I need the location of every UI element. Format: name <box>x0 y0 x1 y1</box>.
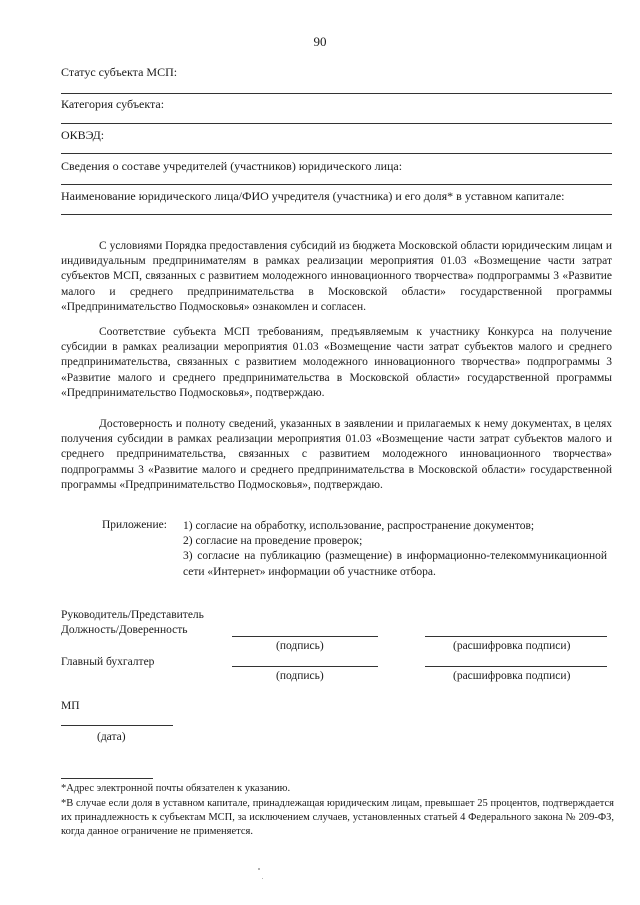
head-signature-line[interactable] <box>232 636 378 637</box>
paragraph-accuracy: Достоверность и полноту сведений, указанных в заявлении и прилагаемых к нему документах, в целях получения субсидии в рамках реализации мероприятия 01.03 «Возмещение части затрат субъектов малого и среднего предпринимательства, связанных с развитием молодежного инновационного творчества» подпрограммы 3 «Развитие малого и среднего предпринимательства в Московской области» государственной программы «Предпринимательство Подмосковья», подтверждаю. <box>61 418 612 491</box>
position-label: Должность/Доверенность <box>61 624 188 636</box>
accountant-signature-caption: (подпись) <box>276 670 324 682</box>
field-founders: Сведения о составе учредителей (участников) юридического лица: <box>61 159 403 173</box>
page-number: 90 <box>313 34 327 49</box>
field-founder-share: Наименование юридического лица/ФИО учредителя (участника) и его доля* в уставном капитале: <box>61 189 565 203</box>
footnote-separator <box>61 778 153 779</box>
accountant-signature-line[interactable] <box>232 666 378 667</box>
date-line[interactable] <box>61 725 173 726</box>
field-founders-line[interactable] <box>61 184 612 185</box>
accountant-label: Главный бухгалтер <box>61 656 155 668</box>
field-category-line[interactable] <box>61 123 612 124</box>
accountant-decode-line[interactable] <box>425 666 607 667</box>
field-founder-share-line[interactable] <box>61 214 612 215</box>
scan-speck <box>258 868 260 870</box>
head-decode-caption: (расшифровка подписи) <box>453 640 571 652</box>
paragraph-terms-acknowledgement: С условиями Порядка предоставления субсидий из бюджета Московской области юридическим лицам и индивидуальным предпринимателям в рамках реализации мероприятия 01.03 «Возмещение части затрат субъектов МСП, связанных с развитием молодежного инновационного творчества» подпрограммы 3 «Развитие малого и среднего предпринимательства в Московской области» государственной программы «Предпринимательство Подмосковья» ознакомлен и согласен. <box>61 240 612 313</box>
attachments-label: Приложение: <box>102 519 167 531</box>
attachment-item: 2) согласие на проведение проверок; <box>183 535 363 548</box>
attachment-item: 3) согласие на публикацию (размещение) в информационно-телекоммуникационной сети «Интернет» информации об участнике отбора. <box>183 550 607 578</box>
head-decode-line[interactable] <box>425 636 607 637</box>
field-okved-line[interactable] <box>61 153 612 154</box>
footnote-email: *Адрес электронной почты обязателен к указанию. <box>61 783 291 794</box>
accountant-decode-caption: (расшифровка подписи) <box>453 670 571 682</box>
head-label: Руководитель/Представитель <box>61 609 204 621</box>
head-signature-caption: (подпись) <box>276 640 324 652</box>
date-caption: (дата) <box>97 731 126 743</box>
field-msp-status-line[interactable] <box>61 93 612 94</box>
footnote-share: *В случае если доля в уставном капитале, принадлежащая юридическим лицам, превышает 25 процентов, подтверждается их принадлежность к субъектам МСП, за исключением случаев, установленных статьей 4 Федерального закона № 209-ФЗ, когда данное ограничение не применяется. <box>61 798 614 837</box>
attachment-item: 1) согласие на обработку, использование, распространение документов; <box>183 520 535 532</box>
paragraph-compliance: Соответствие субъекта МСП требованиям, предъявляемым к участнику Конкурса на получение субсидии в рамках реализации мероприятия 01.03 «Возмещение части затрат субъектов малого и среднего предпринимательства, связанных с развитием молодежного инновационного творчества» подпрограммы 3 «Развитие малого и среднего предпринимательства в Московской области» государственной программы «Предпринимательство Подмосковья», подтверждаю. <box>61 326 612 399</box>
field-msp-status: Статус субъекта МСП: <box>61 65 178 79</box>
scan-speck <box>262 878 263 879</box>
field-category: Категория субъекта: <box>61 97 165 111</box>
field-okved: ОКВЭД: <box>61 128 105 142</box>
attachments-list <box>183 519 607 580</box>
stamp-label: МП <box>61 700 80 712</box>
